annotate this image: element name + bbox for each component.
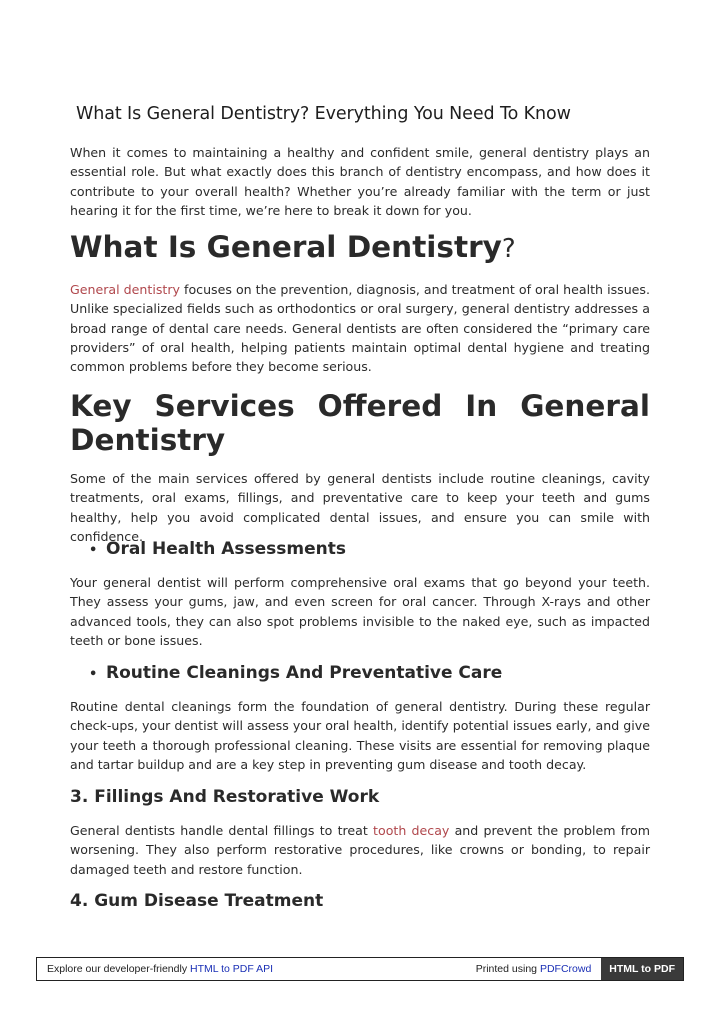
- section1-paragraph: [70, 280, 650, 376]
- intro-paragraph: When it comes to maintaining a healthy and confident smile, general dentistry plays an essential role. But what exactly does this branch of dentistry encompass, and how does it contribute to your overall health? Whether you’re already familiar with the term or just hearing it for the first time, we’re here to break it down for you.: [70, 145, 650, 218]
- section1-body: focuses on the prevention, diagnosis, and treatment of oral health issues. Unlike specialized fields such as orthodontics or oral surgery, general dentistry addresses a broad range of dental care needs. General dentists are often considered the “primary care providers” of oral health, helping patients maintain optimal dental hygiene and treating common problems before they become serious.: [70, 282, 650, 375]
- footer-promo-text: Explore our developer-friendly: [47, 963, 190, 975]
- service-paragraph-cleanings: Routine dental cleanings form the foundation of general dentistry. During these regular check-ups, your dentist will assess your oral health, identify potential issues early, and give your teeth a thorough professional cleaning. These visits are essential for removing plaque and tartar buildup and are a key step in preventing gum disease and tooth decay.: [70, 699, 650, 772]
- service-heading-oral-health: [89, 539, 346, 559]
- service-heading-text: Routine Cleanings And Preventative Care: [106, 663, 503, 683]
- general-dentistry-link[interactable]: General dentistry: [70, 282, 180, 297]
- section-heading-what-is-text: What Is General Dentistry: [70, 230, 502, 264]
- pdfcrowd-link[interactable]: PDFCrowd: [539, 963, 592, 975]
- html-to-pdf-button[interactable]: HTML to PDF: [601, 958, 683, 980]
- service-heading-fillings: 3. Fillings And Restorative Work: [70, 787, 380, 807]
- pdf-footer: [36, 957, 684, 981]
- fillings-body-start: General dentists handle dental fillings to treat: [70, 823, 374, 838]
- heading-line-1: [70, 389, 650, 423]
- service-heading-gum-disease: 4. Gum Disease Treatment: [70, 891, 324, 911]
- page-title: What Is General Dentistry? Everything You Need To Know: [76, 104, 571, 124]
- service-heading-cleanings: [89, 663, 502, 683]
- service-paragraph-oral-health: Your general dentist will perform comprehensive oral exams that go beyond your teeth. They assess your gums, jaw, and even screen for oral cancer. Through X-rays and other advanced tools, they can also spot problems invisible to the naked eye, such as impacted teeth or bone issues.: [70, 575, 650, 648]
- heading-word: In: [465, 389, 498, 423]
- heading-word: Offered: [317, 389, 443, 423]
- footer-promo: [37, 963, 476, 975]
- heading-word: Key: [70, 389, 132, 423]
- bullet-icon: •: [89, 543, 98, 558]
- section-heading-what-is: [70, 230, 650, 266]
- footer-printed-text: Printed using: [475, 963, 540, 975]
- footer-printed: [476, 963, 602, 975]
- bullet-icon: •: [89, 667, 98, 682]
- section2-paragraph: Some of the main services offered by general dentists include routine cleanings, cavity treatments, oral exams, fillings, and preventative care to keep your teeth and gums healthy, help you avoid complicated dental issues, and ensure you can smile with confidence.: [70, 471, 650, 544]
- service-paragraph-fillings: [70, 821, 650, 879]
- section-heading-suffix: ?: [501, 234, 516, 264]
- section-heading-key-services: [70, 389, 650, 457]
- fillings-body-end: and prevent the problem from worsening. They also perform restorative procedures, like crowns or bonding, to repair damaged teeth and restore function.: [70, 823, 651, 877]
- heading-line-2: Dentistry: [70, 423, 226, 457]
- heading-word: Services: [154, 389, 295, 423]
- tooth-decay-link[interactable]: tooth decay: [373, 823, 450, 838]
- heading-word: General: [520, 389, 650, 423]
- html-to-pdf-api-link[interactable]: HTML to PDF API: [190, 963, 274, 975]
- service-heading-text: Oral Health Assessments: [106, 539, 347, 559]
